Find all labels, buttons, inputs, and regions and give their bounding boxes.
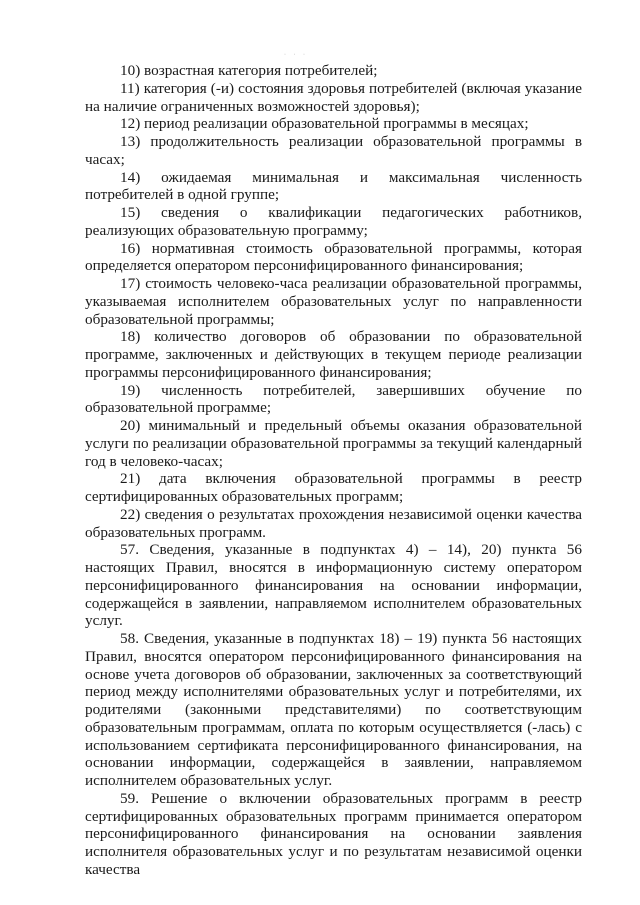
list-item-14: 14) ожидаемая минимальная и максимальная численность потребителей в одной группе; <box>85 168 582 204</box>
list-item-11: 11) категория (-и) состояния здоровья потребителей (включая указание на наличие ограниченных возможностей здоровья); <box>85 79 582 115</box>
list-item-17: 17) стоимость человеко-часа реализации образовательной программы, указываемая исполнителем образовательных услуг по направленности образовательной программы; <box>85 275 582 328</box>
list-item-16: 16) нормативная стоимость образовательной программы, которая определяется оператором персонифицированного финансирования; <box>85 239 582 275</box>
list-item-12: 12) период реализации образовательной программы в месяцах; <box>120 115 529 133</box>
clause-59: 59. Решение о включении образовательных программ в реестр сертифицированных образовательных программ принимается оператором персонифицированного финансирования на основании заявления исполнителя образовательных услуг и по результатам независимой оценки качества <box>85 789 582 878</box>
list-item-21: 21) дата включения образовательной программы в реестр сертифицированных образовательных программ; <box>85 470 582 505</box>
list-item-20: 20) минимальный и предельный объемы оказания образовательной услуги по реализации образовательной программы за текущий календарный год в человеко-часах; <box>85 417 582 470</box>
list-item-15: 15) сведения о квалификации педагогических работников, реализующих образовательную программу; <box>85 204 582 239</box>
list-item-18: 18) количество договоров об образовании по образовательной программе, заключенных и действующих в текущем периоде реализации программы персонифицированного финансирования; <box>85 328 582 381</box>
document-body <box>85 62 582 879</box>
list-item-22: 22) сведения о результатах прохождения независимой оценки качества образовательных программ. <box>85 505 582 541</box>
list-item-19: 19) численность потребителей, завершивших обучение по образовательной программе; <box>85 381 582 417</box>
clause-58: 58. Сведения, указанные в подпунктах 18) – 19) пункта 56 настоящих Правил, вносятся оператором персонифицированного финансирования на основе учета договоров об образовании, заключенных за соответствующий период между исполнителями образовательных услуг и потребителями, их родителями (законными представителями) по соответствующим образовательным программам, оплата по которым осуществляется (-лась) с использованием сертификата персонифицированного финансирования, на основании информации, содержащейся в заявлении, направляемом исполнителем образовательных услуг. <box>85 630 582 789</box>
page-number-marks: · · · <box>284 52 308 58</box>
clause-57: 57. Сведения, указанные в подпунктах 4) – 14), 20) пункта 56 настоящих Правил, вносятся в информационную систему оператором персонифицированного финансирования на основании информации, содержащейся в заявлении, направляемом исполнителем образовательных услуг. <box>85 541 582 630</box>
list-item-13: 13) продолжительность реализации образовательной программы в часах; <box>85 133 582 168</box>
list-item-10: 10) возрастная категория потребителей; <box>120 62 378 79</box>
